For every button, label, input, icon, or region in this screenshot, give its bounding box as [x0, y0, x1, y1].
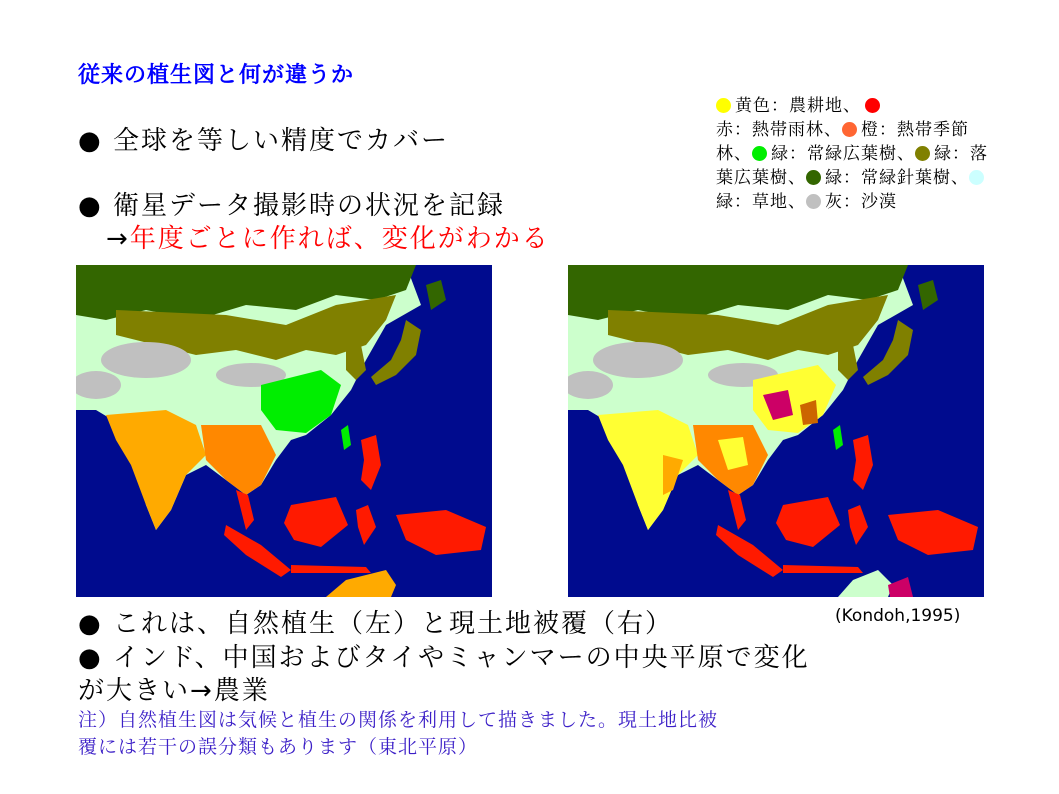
- natural-vegetation-map-svg: [76, 265, 492, 597]
- legend-item-rainforest: 赤：熱帯雨林、: [716, 96, 884, 140]
- yellow-dot-icon: [716, 98, 731, 113]
- darkgreen-dot-icon: [806, 170, 821, 185]
- olive-dot-icon: [915, 146, 930, 161]
- current-land-cover-map-svg: [568, 265, 984, 597]
- bullet-global-coverage: ● 全球を等しい精度でカバー: [78, 126, 449, 156]
- legend-item-deciduous: 緑：落葉広葉樹、: [716, 144, 988, 188]
- highlight-text: 年度ごとに作れば、変化がわかる: [129, 224, 550, 254]
- pale-cyan-dot-icon: [969, 170, 984, 185]
- legend-item-evergreen-broadleaf: 緑：常緑広葉樹、: [752, 144, 915, 164]
- bullet-yearly-change: [106, 218, 550, 255]
- gray-dot-icon: [806, 194, 821, 209]
- orange-dot-icon: [842, 122, 857, 137]
- legend-item-conifer: 緑：常緑針葉樹、: [806, 168, 969, 188]
- slide-title: 従来の植生図と何が違うか: [78, 63, 355, 88]
- natural-vegetation-map: [76, 265, 492, 597]
- legend-item-desert: 灰：沙漠: [806, 192, 897, 212]
- bullet-regional-change-cont: が大きい→農業: [78, 676, 270, 706]
- footnote-line-2: 覆には若干の誤分類もあります（東北平原）: [78, 736, 479, 758]
- arrow-text: →: [106, 224, 130, 254]
- green-dot-icon: [752, 146, 767, 161]
- citation: (Kondoh,1995): [835, 606, 961, 626]
- bullet-satellite-record: ● 衛星データ撮影時の状況を記録: [78, 191, 505, 221]
- footnote-line-1: 注）自然植生図は気候と植生の関係を利用して描きました。現土地比被: [78, 709, 719, 731]
- bullet-regional-change: ● インド、中国およびタイやミャンマーの中央平原で変化: [78, 643, 810, 673]
- vegetation-legend: [716, 94, 991, 214]
- bullet-map-explanation: ● これは、自然植生（左）と現土地被覆（右）: [78, 609, 673, 639]
- current-land-cover-map: [568, 265, 984, 597]
- legend-item-seasonal-forest: 橙：熱帯季節林、: [716, 120, 969, 164]
- legend-item-grassland: 緑：草地、: [716, 168, 988, 212]
- red-dot-icon: [865, 98, 880, 113]
- footnote: [78, 707, 718, 761]
- legend-item-cropland: 黄色：農耕地、: [716, 96, 861, 116]
